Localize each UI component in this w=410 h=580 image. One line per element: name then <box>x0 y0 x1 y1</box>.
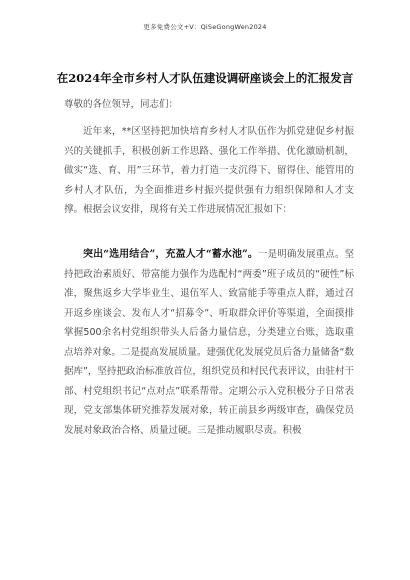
header-note: 更多免费公文+V：QiSeGongWen2024 <box>143 23 267 31</box>
section-body: 一是明确发展重点。坚持把政治素质好、带富能力强作为选配村“两委”班子成员的“硬性”标准，聚焦返乡大学毕业生、退伍军人、致富能手等重点人群，通过召开返乡座谈会、发布人才“招募令”、听取群众评价等渠道，全面摸排掌握500余名村党组织带头人后备力量信息，分类建立台账，选取重点培养对象。二是提高发展质量。建强优化发展党员后备力量储备“数据库”，坚持把政治标准放首位，组织党员和村民代表评议，由驻村干部、村党组织书记“点对点”联系帮带。定期公示入党积极分子日常表现，党支部集体研究推荐发展对象，转正前县乡两级审查，确保党员发展对象政治合格、质量过硬。三是推动履职尽责。积极 <box>64 249 354 436</box>
section-heading: 突出“选用结合”，充盈人才“蓄水池”。 <box>83 249 259 260</box>
document-title: 在2024年全市乡村人才队伍建设调研座谈会上的汇报发言 <box>56 71 354 85</box>
paragraph-section-1 <box>64 245 354 440</box>
paragraph-intro: 近年来，**区坚持把加快培育乡村人才队伍作为抓党建促乡村振兴的关键抓手，积极创新工作思路、强化工作举措、优化激励机制，做实“选、育、用”三环节，着力打造一支沉得下、留得住、能管用的乡村人才队伍，为全面推进乡村振兴提供强有力组织保障和人才支撑。根据会议安排，现将有关工作进展情况汇报如下： <box>64 126 354 215</box>
salutation: 尊敬的各位领导，同志们： <box>64 99 179 110</box>
